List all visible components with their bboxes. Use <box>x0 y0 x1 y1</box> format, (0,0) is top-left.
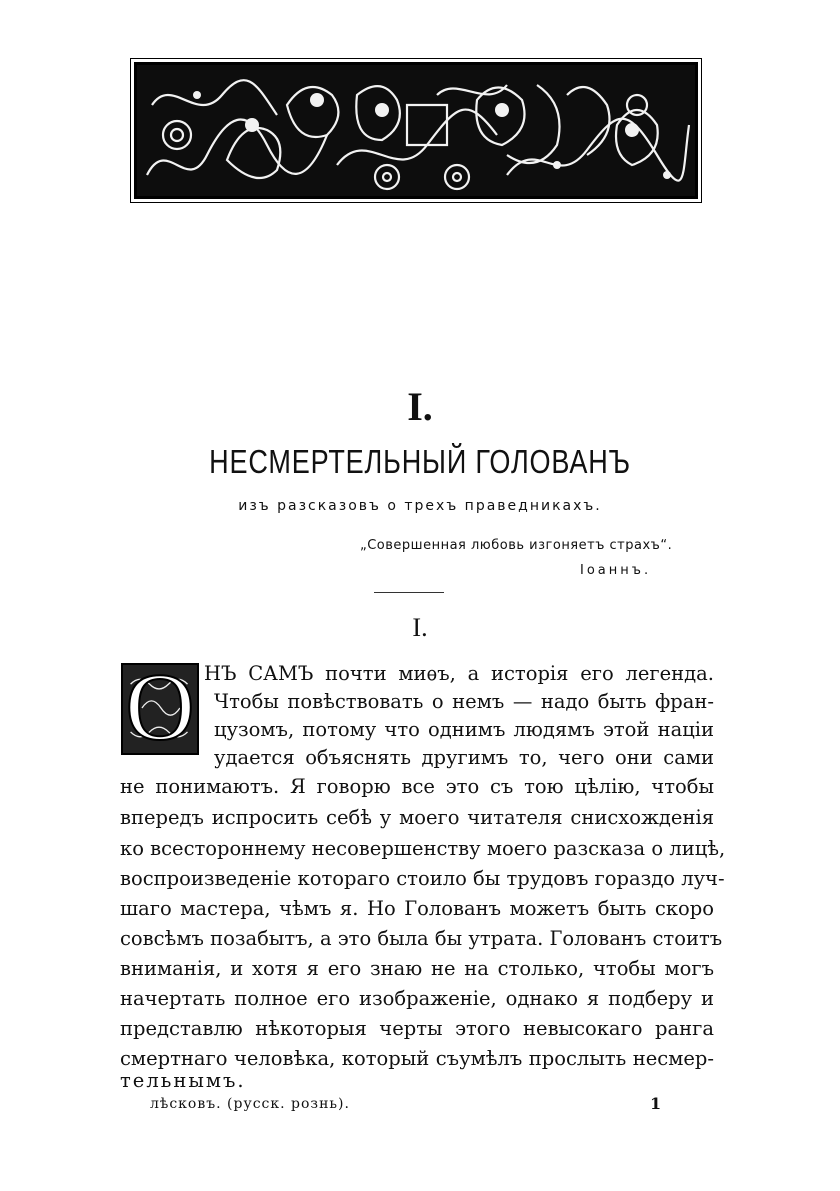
body-line: вниманія, и хотя я его знаю не на столько, чтобы могъ <box>120 957 714 980</box>
drop-cap-letter: О <box>125 663 195 755</box>
body-line: ко всестороннему несовершенству моего разсказа о лицѣ, <box>120 837 726 860</box>
story-title: НЕСМЕРТЕЛЬНЫЙ ГОЛОВАНЪ <box>209 443 631 480</box>
body-line: совсѣмъ позабытъ, а это была бы утрата. Голованъ стоитъ <box>120 927 723 950</box>
body-line: воспроизведеніе котораго стоило бы трудовъ гораздо луч- <box>120 867 725 890</box>
body-line: начертать полное его изображеніе, однако я подберу и <box>120 987 714 1010</box>
body-line: тельнымъ. <box>120 1069 246 1092</box>
running-head: лѣсковъ. (русск. рознь). <box>150 1096 350 1112</box>
body-line: цузомъ, потому что однимъ людямъ этой націи <box>214 718 714 741</box>
body-line: впередъ испросить себѣ у моего читателя снисхожденія <box>120 806 714 829</box>
page-number: 1 <box>650 1094 662 1113</box>
header-ornament-band <box>134 62 698 199</box>
putti-grotesque-ornament-icon <box>137 65 695 196</box>
story-subtitle: изъ разсказовъ о трехъ праведникахъ. <box>238 498 602 514</box>
body-line: представлю нѣкоторыя черты этого невысокаго ранга <box>120 1017 714 1040</box>
epigraph-author: Іоаннъ. <box>580 563 652 578</box>
body-line: шаго мастера, чѣмъ я. Но Голованъ можетъ быть скоро <box>120 897 714 920</box>
section-numeral: I. <box>412 613 428 642</box>
epigraph-quote: „Совершенная любовь изгоняетъ страхъ“. <box>360 538 673 553</box>
ornamental-drop-cap <box>121 663 199 755</box>
body-line: не понимаютъ. Я говорю все это съ тою цѣлію, чтобы <box>120 775 714 798</box>
section-divider <box>374 592 444 593</box>
chapter-numeral: I. <box>407 384 433 429</box>
body-line: Чтобы повѣствовать о немъ — надо быть фран- <box>214 690 714 713</box>
body-line: смертнаго человѣка, который съумѣлъ прослыть несмер- <box>120 1047 714 1070</box>
body-line: удается объяснять другимъ то, чего они сами <box>214 746 714 769</box>
body-line: НЪ САМЪ почти миѳъ, а исторія его легенда. <box>204 662 714 685</box>
